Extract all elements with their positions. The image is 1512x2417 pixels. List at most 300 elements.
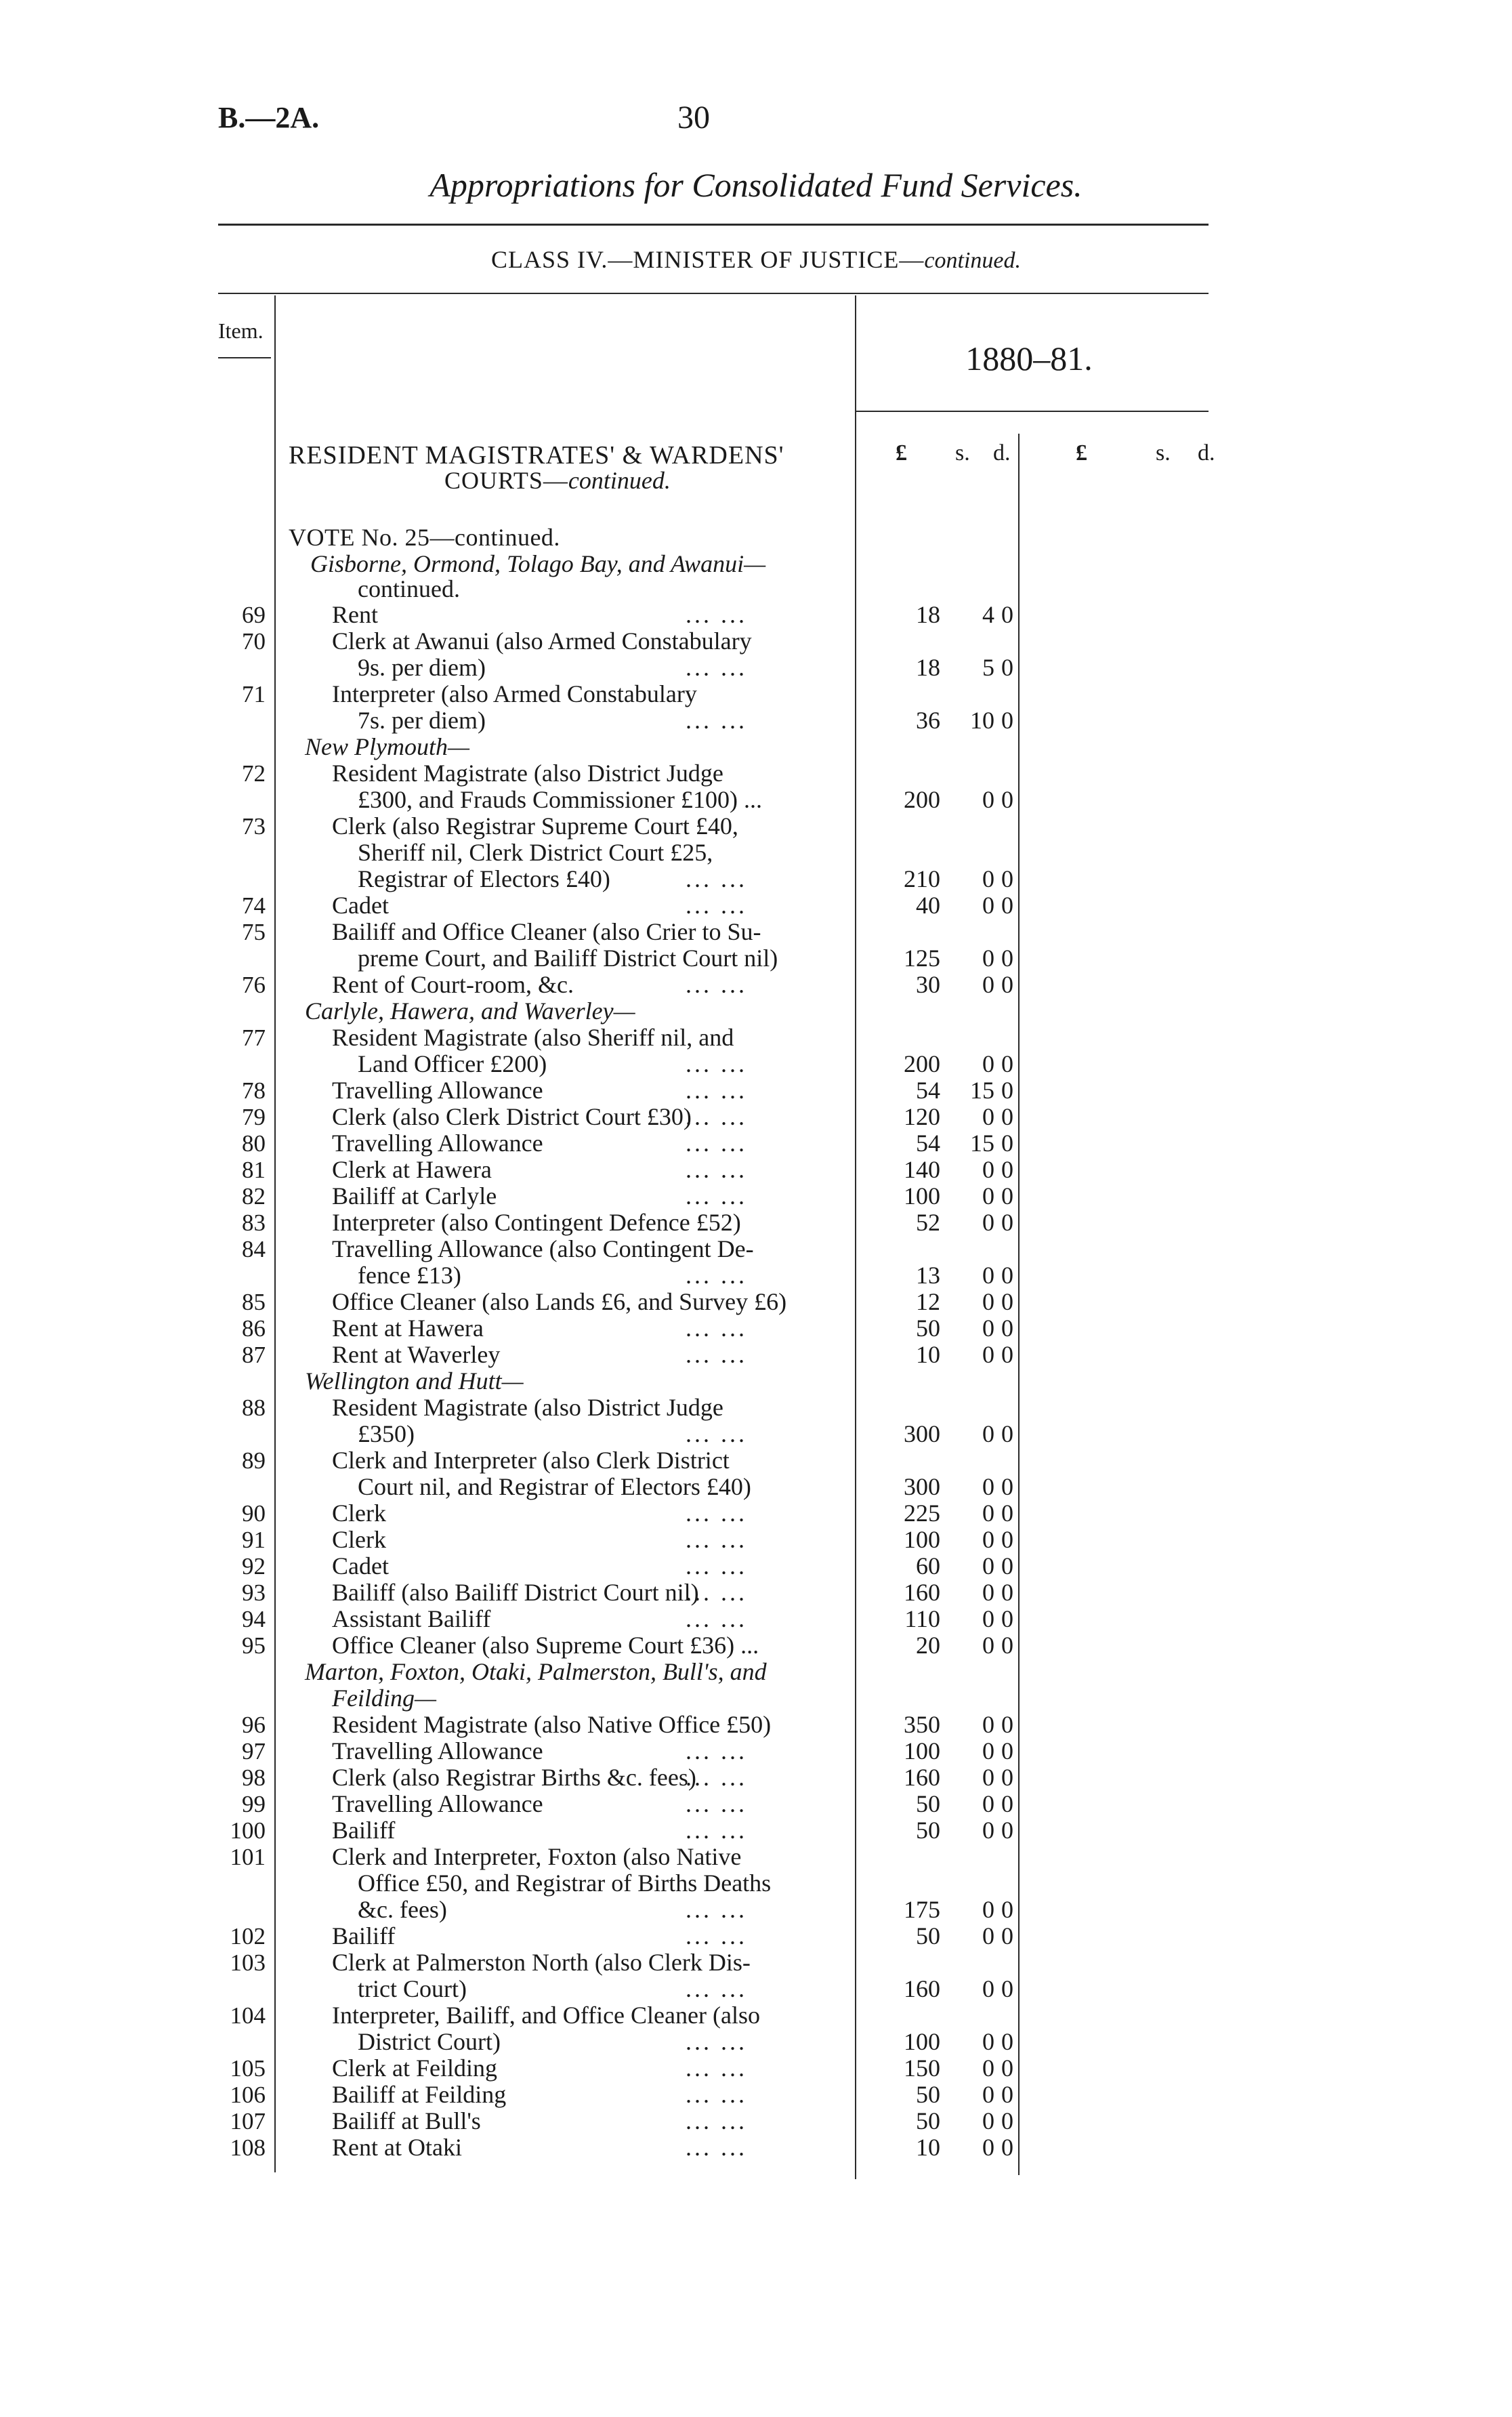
ledger-line — [0, 576, 1512, 602]
ledger-line — [0, 681, 1512, 707]
ledger-line — [0, 655, 1512, 681]
shillings-header-total: s. — [1156, 440, 1171, 466]
item-number: 69 — [242, 602, 266, 628]
amount-shillings: 0 — [982, 1552, 994, 1579]
ledger-line — [0, 1844, 1512, 1870]
item-number: 91 — [242, 1527, 266, 1553]
item-description: Sheriff nil, Clerk District Court £25, — [358, 839, 713, 866]
item-number: 74 — [242, 892, 266, 919]
ledger-line — [0, 1157, 1512, 1183]
item-description: Rent at Waverley — [332, 1341, 501, 1368]
item-number: 72 — [242, 760, 266, 787]
amount-pence: 0 — [1001, 1737, 1013, 1764]
item-description: Clerk (also Registrar Births &c. fees) — [332, 1764, 696, 1791]
page-number: 30 — [677, 100, 710, 136]
amount-pounds: 100 — [904, 1526, 940, 1553]
page-title: Appropriations for Consolidated Fund Services. — [429, 166, 1083, 204]
amount-pounds: 10 — [916, 2134, 940, 2161]
ledger-line — [0, 1210, 1512, 1236]
item-description: £300, and Frauds Commissioner £100) ... — [358, 786, 762, 813]
leader-dots: ... ... — [686, 1817, 747, 1844]
ledger-line — [0, 945, 1512, 972]
amount-pence: 0 — [1001, 1922, 1013, 1949]
amount-shillings: 0 — [982, 1790, 994, 1817]
item-description: &c. fees) — [358, 1896, 447, 1923]
item-description: Clerk (also Clerk District Court £30) — [332, 1103, 692, 1130]
amount-pounds: 54 — [916, 1130, 940, 1157]
item-description: Marton, Foxton, Otaki, Palmerston, Bull's, and — [305, 1658, 767, 1685]
amount-shillings: 10 — [970, 707, 994, 734]
item-description: Court nil, and Registrar of Electors £40) — [358, 1473, 751, 1500]
item-description: Bailiff at Bull's — [332, 2107, 481, 2134]
ledger-line — [0, 1104, 1512, 1130]
pence-header-total: d. — [1198, 440, 1215, 466]
amount-pounds: 18 — [916, 601, 940, 628]
amount-shillings: 0 — [982, 2081, 994, 2108]
item-description: Rent — [332, 601, 378, 628]
amount-pounds: 225 — [904, 1500, 940, 1527]
item-description: District Court) — [358, 2028, 501, 2055]
ledger-line — [0, 919, 1512, 945]
amount-shillings: 0 — [982, 1975, 994, 2002]
amount-pence: 0 — [1001, 1209, 1013, 1236]
ledger-line — [0, 1897, 1512, 1923]
amount-pounds: 10 — [916, 1341, 940, 1368]
item-description: Bailiff (also Bailiff District Court nil) — [332, 1579, 699, 1606]
ledger-line — [0, 1870, 1512, 1897]
leader-dots: ... ... — [686, 1103, 747, 1130]
amount-pence: 0 — [1001, 1817, 1013, 1844]
item-description: Gisborne, Ormond, Tolago Bay, and Awanui— — [310, 550, 766, 577]
ledger-line — [0, 998, 1512, 1025]
item-description: Assistant Bailiff — [332, 1605, 491, 1632]
amount-pounds: 200 — [904, 1050, 940, 1077]
ledger-line — [0, 1077, 1512, 1104]
amount-pence: 0 — [1001, 2054, 1013, 2082]
amount-pence: 0 — [1001, 1315, 1013, 1342]
item-number: 100 — [230, 1817, 266, 1844]
amount-pounds: 50 — [916, 1790, 940, 1817]
ledger-line — [0, 1236, 1512, 1262]
amount-pence: 0 — [1001, 1764, 1013, 1791]
amount-shillings: 0 — [982, 1579, 994, 1606]
ledger-line — [0, 1976, 1512, 2002]
item-description: Carlyle, Hawera, and Waverley— — [305, 997, 635, 1025]
amount-shillings: 5 — [982, 654, 994, 681]
leader-dots: ... ... — [686, 865, 747, 892]
amount-shillings: 0 — [982, 1922, 994, 1949]
ledger-line — [0, 1342, 1512, 1368]
leader-dots: ... ... — [686, 1130, 747, 1157]
amount-pence: 0 — [1001, 1156, 1013, 1183]
amount-pence: 0 — [1001, 1975, 1013, 2002]
leader-dots: ... ... — [686, 1790, 747, 1817]
item-number: 70 — [242, 628, 266, 655]
table-top-rule — [218, 293, 1209, 294]
ledger-line — [0, 972, 1512, 998]
amount-pence: 0 — [1001, 1262, 1013, 1289]
amount-pounds: 50 — [916, 1315, 940, 1342]
leader-dots: ... ... — [686, 601, 747, 628]
leader-dots: ... ... — [686, 654, 747, 681]
item-number: 73 — [242, 813, 266, 840]
item-number: 76 — [242, 972, 266, 998]
leader-dots: ... ... — [686, 1182, 747, 1210]
amount-pence: 0 — [1001, 1500, 1013, 1527]
item-number: 90 — [242, 1500, 266, 1527]
ledger-line — [0, 1262, 1512, 1289]
amount-pounds: 300 — [904, 1473, 940, 1500]
amount-pounds: 300 — [904, 1420, 940, 1447]
amount-shillings: 0 — [982, 786, 994, 813]
ledger-line — [0, 2108, 1512, 2134]
leader-dots: ... ... — [686, 1605, 747, 1632]
leader-dots: ... ... — [686, 2028, 747, 2055]
leader-dots: ... ... — [686, 971, 747, 998]
amount-pounds: 50 — [916, 1817, 940, 1844]
leader-dots: ... ... — [686, 1737, 747, 1764]
item-number: 78 — [242, 1077, 266, 1104]
amount-pounds: 120 — [904, 1103, 940, 1130]
item-description: Bailiff and Office Cleaner (also Crier to Su- — [332, 918, 761, 945]
item-description: 7s. per diem) — [358, 707, 486, 734]
ledger-line — [0, 2082, 1512, 2108]
item-number: 108 — [230, 2134, 266, 2161]
item-description: Interpreter (also Armed Constabulary — [332, 680, 697, 707]
ledger-line — [0, 1553, 1512, 1579]
amount-pence: 0 — [1001, 2081, 1013, 2108]
ledger-line — [0, 628, 1512, 655]
amount-pounds: 100 — [904, 2028, 940, 2055]
item-number: 80 — [242, 1130, 266, 1157]
amount-shillings: 0 — [982, 945, 994, 972]
item-description: continued. — [358, 575, 460, 602]
amount-pounds: 12 — [916, 1288, 940, 1315]
amount-shillings: 0 — [982, 1420, 994, 1447]
ledger-line — [0, 1738, 1512, 1764]
amount-shillings: 0 — [982, 2054, 994, 2082]
item-number: 71 — [242, 681, 266, 707]
amount-shillings: 0 — [982, 865, 994, 892]
ledger-line — [0, 524, 1512, 551]
leader-dots: ... ... — [686, 2107, 747, 2134]
item-number: 82 — [242, 1183, 266, 1210]
ledger-line — [0, 1474, 1512, 1500]
ledger-line — [0, 813, 1512, 840]
amount-pounds: 50 — [916, 2081, 940, 2108]
class-heading-continued: continued. — [924, 248, 1021, 273]
amount-shillings: 0 — [982, 1103, 994, 1130]
pounds-header-total: £ — [1076, 440, 1087, 466]
leader-dots: ... ... — [686, 1341, 747, 1368]
leader-dots: ... ... — [686, 2134, 747, 2161]
item-column-header: Item. — [218, 318, 264, 343]
ledger-line — [0, 2134, 1512, 2161]
leader-dots: ... ... — [686, 1420, 747, 1447]
ledger-line — [0, 2002, 1512, 2029]
ledger-line — [0, 1949, 1512, 1976]
ledger-line — [0, 602, 1512, 628]
amount-pounds: 60 — [916, 1552, 940, 1579]
ledger-line — [0, 760, 1512, 787]
amount-pounds: 210 — [904, 865, 940, 892]
item-description: Clerk — [332, 1526, 386, 1553]
item-description: Clerk at Feilding — [332, 2054, 497, 2082]
amount-shillings: 0 — [982, 1288, 994, 1315]
leader-dots: ... ... — [686, 1315, 747, 1342]
item-description: Rent of Court-room, &c. — [332, 971, 574, 998]
section-heading-line2 — [444, 466, 671, 495]
ledger-line — [0, 866, 1512, 892]
ledger-line — [0, 1025, 1512, 1051]
leader-dots: ... ... — [686, 1896, 747, 1923]
item-description: Office Cleaner (also Lands £6, and Survey £6) — [332, 1288, 787, 1315]
ledger-line — [0, 1183, 1512, 1210]
ledger-line — [0, 551, 1512, 577]
ledger-line — [0, 2029, 1512, 2055]
item-description: Clerk and Interpreter (also Clerk District — [332, 1447, 730, 1474]
amount-pence: 0 — [1001, 1103, 1013, 1130]
amount-pence: 0 — [1001, 1077, 1013, 1104]
class-heading — [0, 245, 1512, 274]
item-description: Travelling Allowance — [332, 1130, 543, 1157]
amount-pounds: 150 — [904, 2054, 940, 2082]
ledger-line — [0, 1712, 1512, 1738]
amount-pounds: 350 — [904, 1711, 940, 1738]
item-description: Bailiff — [332, 1922, 396, 1949]
item-number: 86 — [242, 1315, 266, 1342]
amount-shillings: 0 — [982, 1896, 994, 1923]
amount-shillings: 0 — [982, 2028, 994, 2055]
item-description: Cadet — [332, 892, 389, 919]
leader-dots: ... ... — [686, 1922, 747, 1949]
amount-shillings: 0 — [982, 1764, 994, 1791]
item-description: Bailiff at Carlyle — [332, 1182, 497, 1210]
amount-pounds: 160 — [904, 1579, 940, 1606]
amount-pounds: 30 — [916, 971, 940, 998]
item-number: 106 — [230, 2082, 266, 2108]
item-number: 93 — [242, 1579, 266, 1606]
item-description: Interpreter (also Contingent Defence £52) — [332, 1209, 741, 1236]
leader-dots: ... ... — [686, 1526, 747, 1553]
title-rule — [218, 224, 1209, 226]
item-number: 87 — [242, 1342, 266, 1368]
leader-dots: ... ... — [686, 707, 747, 734]
item-description: £350) — [358, 1420, 415, 1447]
leader-dots: ... ... — [686, 2081, 747, 2108]
year-header: 1880–81. — [965, 339, 1093, 377]
item-header-underline — [218, 357, 271, 358]
item-number: 99 — [242, 1791, 266, 1817]
amount-pence: 0 — [1001, 892, 1013, 919]
amount-pounds: 100 — [904, 1182, 940, 1210]
leader-dots: ... ... — [686, 1975, 747, 2002]
amount-pounds: 18 — [916, 654, 940, 681]
amount-pence: 0 — [1001, 1526, 1013, 1553]
ledger-line — [0, 1315, 1512, 1342]
item-description: Bailiff — [332, 1817, 396, 1844]
amount-pence: 0 — [1001, 2028, 1013, 2055]
shillings-header: s. — [955, 440, 970, 466]
item-description: trict Court) — [358, 1975, 467, 2002]
item-description: Travelling Allowance — [332, 1077, 543, 1104]
amount-pence: 0 — [1001, 1050, 1013, 1077]
amount-pence: 0 — [1001, 1341, 1013, 1368]
item-number: 79 — [242, 1104, 266, 1130]
amount-shillings: 0 — [982, 2107, 994, 2134]
amount-pence: 0 — [1001, 1288, 1013, 1315]
amount-pence: 0 — [1001, 1632, 1013, 1659]
section-heading-continued: continued. — [568, 467, 671, 494]
leader-dots: ... ... — [686, 892, 747, 919]
item-description: New Plymouth— — [305, 733, 469, 760]
item-description: VOTE No. 25—continued. — [289, 524, 560, 551]
item-description: Clerk (also Registrar Supreme Court £40, — [332, 812, 738, 840]
item-number: 107 — [230, 2108, 266, 2134]
amount-shillings: 0 — [982, 1315, 994, 1342]
item-description: Rent at Hawera — [332, 1315, 484, 1342]
amount-pence: 0 — [1001, 601, 1013, 628]
section-heading-line1: RESIDENT MAGISTRATES' & WARDENS' — [289, 441, 784, 470]
ledger-line — [0, 1500, 1512, 1527]
item-description: Travelling Allowance — [332, 1790, 543, 1817]
item-description: Clerk at Hawera — [332, 1156, 492, 1183]
ledger-line — [0, 892, 1512, 919]
amount-pounds: 175 — [904, 1896, 940, 1923]
leader-dots: ... ... — [686, 1262, 747, 1289]
amount-pence: 0 — [1001, 1896, 1013, 1923]
item-number: 83 — [242, 1210, 266, 1236]
ledger-line — [0, 1289, 1512, 1315]
item-description: Clerk at Palmerston North (also Clerk Dis- — [332, 1949, 751, 1976]
amount-pounds: 52 — [916, 1209, 940, 1236]
pounds-header: £ — [896, 440, 907, 466]
amount-shillings: 0 — [982, 1156, 994, 1183]
leader-dots: ... ... — [686, 1552, 747, 1579]
ledger-line — [0, 1764, 1512, 1791]
item-description: Resident Magistrate (also Sheriff nil, and — [332, 1024, 734, 1051]
amount-pence: 0 — [1001, 1420, 1013, 1447]
ledger-line — [0, 707, 1512, 734]
amount-pence: 0 — [1001, 971, 1013, 998]
amount-pounds: 40 — [916, 892, 940, 919]
amount-pounds: 100 — [904, 1737, 940, 1764]
item-description: Travelling Allowance (also Contingent De- — [332, 1235, 754, 1262]
item-number: 84 — [242, 1236, 266, 1262]
ledger-line — [0, 1659, 1512, 1685]
amount-pence: 0 — [1001, 786, 1013, 813]
item-description: Land Officer £200) — [358, 1050, 547, 1077]
amount-pounds: 200 — [904, 786, 940, 813]
ledger-line — [0, 734, 1512, 760]
ledger-line — [0, 787, 1512, 813]
amount-pounds: 36 — [916, 707, 940, 734]
item-description: Resident Magistrate (also District Judge — [332, 760, 723, 787]
item-description: Rent at Otaki — [332, 2134, 462, 2161]
leader-dots: ... ... — [686, 1156, 747, 1183]
leader-dots: ... ... — [686, 1077, 747, 1104]
amount-shillings: 0 — [982, 1737, 994, 1764]
amount-shillings: 0 — [982, 1500, 994, 1527]
amount-shillings: 15 — [970, 1077, 994, 1104]
amount-shillings: 0 — [982, 1341, 994, 1368]
amount-pence: 0 — [1001, 1579, 1013, 1606]
amount-shillings: 0 — [982, 1209, 994, 1236]
item-number: 95 — [242, 1632, 266, 1659]
amount-pence: 0 — [1001, 1130, 1013, 1157]
item-number: 96 — [242, 1712, 266, 1738]
ledger-line — [0, 1923, 1512, 1949]
item-number: 85 — [242, 1289, 266, 1315]
amount-pence: 0 — [1001, 2107, 1013, 2134]
item-description: Resident Magistrate (also Native Office £50) — [332, 1711, 772, 1738]
leader-dots: ... ... — [686, 1579, 747, 1606]
item-number: 75 — [242, 919, 266, 945]
item-description: Cadet — [332, 1552, 389, 1579]
ledger-line — [0, 1447, 1512, 1474]
amount-pounds: 20 — [916, 1632, 940, 1659]
ledger-line — [0, 1421, 1512, 1447]
amount-pence: 0 — [1001, 1605, 1013, 1632]
item-description: Office £50, and Registrar of Births Deaths — [358, 1869, 772, 1897]
item-number: 102 — [230, 1923, 266, 1949]
amount-pence: 0 — [1001, 1473, 1013, 1500]
item-number: 98 — [242, 1764, 266, 1791]
amount-shillings: 0 — [982, 1711, 994, 1738]
section-heading-courts: COURTS— — [444, 467, 568, 494]
ledger-line — [0, 1817, 1512, 1844]
amount-shillings: 0 — [982, 1526, 994, 1553]
leader-dots: ... ... — [686, 1764, 747, 1791]
ledger-line — [0, 1579, 1512, 1606]
item-number: 77 — [242, 1025, 266, 1051]
ledger-line — [0, 1685, 1512, 1712]
amount-shillings: 0 — [982, 1632, 994, 1659]
amount-shillings: 4 — [982, 601, 994, 628]
ledger-line — [0, 840, 1512, 866]
amount-pence: 0 — [1001, 1552, 1013, 1579]
year-header-rule — [856, 411, 1209, 412]
item-description: Wellington and Hutt— — [305, 1367, 524, 1395]
item-description: Registrar of Electors £40) — [358, 865, 610, 892]
amount-pence: 0 — [1001, 707, 1013, 734]
ledger-line — [0, 1368, 1512, 1395]
amount-shillings: 0 — [982, 1050, 994, 1077]
amount-pounds: 160 — [904, 1764, 940, 1791]
ledger-line — [0, 1632, 1512, 1659]
amount-shillings: 0 — [982, 892, 994, 919]
item-description: Resident Magistrate (also District Judge — [332, 1394, 723, 1421]
amount-pounds: 54 — [916, 1077, 940, 1104]
amount-shillings: 0 — [982, 1473, 994, 1500]
class-heading-main: CLASS IV.—MINISTER OF JUSTICE— — [491, 246, 925, 273]
amount-shillings: 0 — [982, 1182, 994, 1210]
amount-pence: 0 — [1001, 1182, 1013, 1210]
item-description: preme Court, and Bailiff District Court nil) — [358, 945, 778, 972]
amount-pence: 0 — [1001, 1711, 1013, 1738]
ledger-line — [0, 1130, 1512, 1157]
amount-shillings: 0 — [982, 1605, 994, 1632]
item-description: 9s. per diem) — [358, 654, 486, 681]
amount-pounds: 125 — [904, 945, 940, 972]
amount-pence: 0 — [1001, 2134, 1013, 2161]
leader-dots: ... ... — [686, 1050, 747, 1077]
amount-pence: 0 — [1001, 945, 1013, 972]
item-number: 88 — [242, 1395, 266, 1421]
amount-pounds: 50 — [916, 1922, 940, 1949]
amount-pence: 0 — [1001, 1790, 1013, 1817]
ledger-line — [0, 1606, 1512, 1632]
